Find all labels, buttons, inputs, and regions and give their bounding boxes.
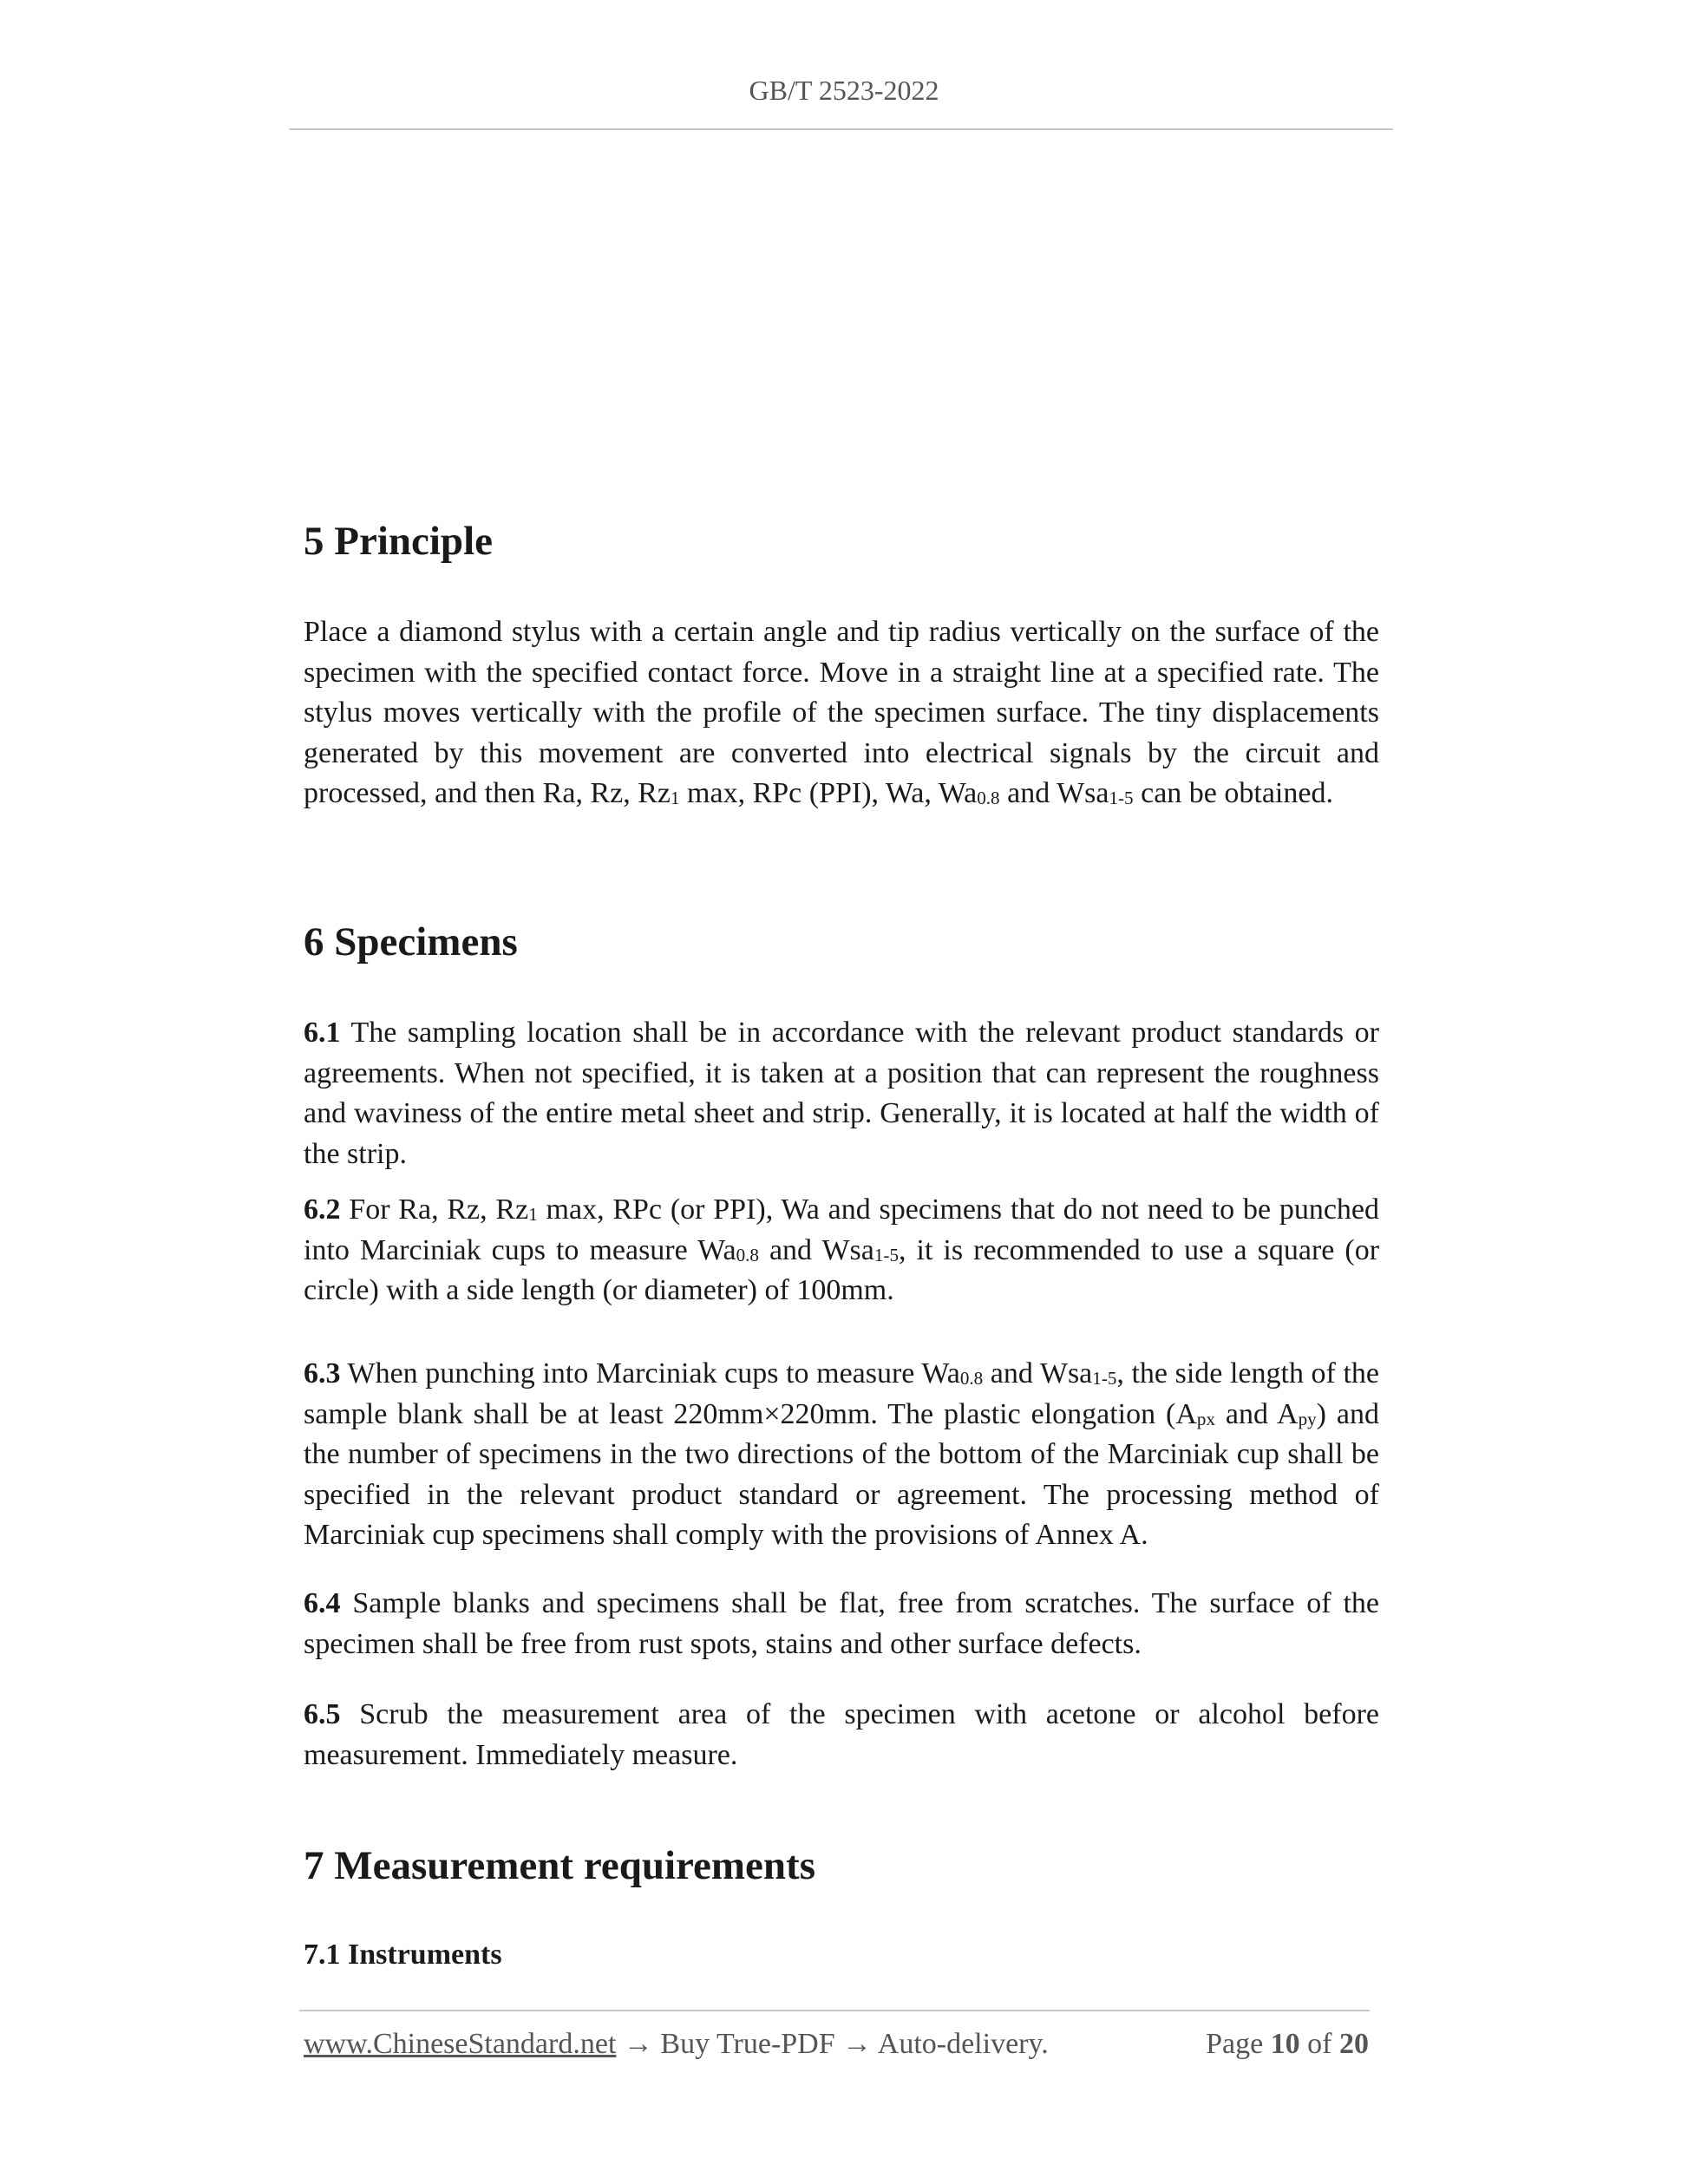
website-link[interactable]: www.ChineseStandard.net bbox=[304, 2028, 617, 2060]
clause-6-1: 6.1 The sampling location shall be in accordance with the relevant product standards or agreements. When not specified, it is taken at a position that can represent the roughness and waviness of the entire metal sheet and strip. Generally, it is located at half the width of the strip. bbox=[304, 1017, 1379, 1170]
clause-6-4: 6.4 Sample blanks and specimens shall be flat, free from scratches. The surface of the specimen shall be free from rust spots, stains and other surface defects. bbox=[304, 1587, 1379, 1660]
footer-tagline: → Buy True-PDF → Auto-delivery. bbox=[616, 2028, 1049, 2060]
clause-6-2: 6.2 For Ra, Rz, $Rz_1$ max, RPc (or PPI), Wa and specimens that do not need to be punched into Marciniak cups to measure $Wa_{0.8}$ and Wsa$_{1-5}$, it is recommended to use a square (or circle) with a side length (or diameter) of 100mm. bbox=[304, 1193, 1380, 1306]
section-6-heading: 6 Specimens bbox=[304, 919, 518, 964]
footer-divider bbox=[299, 2010, 1370, 2011]
section-7-heading: 7 Measurement requirements bbox=[304, 1843, 816, 1888]
running-header: GB/T 2523-2022 bbox=[749, 75, 939, 106]
page-indicator: Page 10 of 20 bbox=[1206, 2028, 1369, 2060]
page-footer bbox=[304, 2028, 1369, 2061]
header-divider bbox=[289, 128, 1393, 130]
subsection-7-1-heading: 7.1 Instruments bbox=[304, 1939, 502, 1971]
clause-6-5: 6.5 Scrub the measurement area of the specimen with acetone or alcohol before measurement. Immediately measure. bbox=[304, 1698, 1379, 1771]
section-5-paragraph: Place a diamond stylus with a certain angle and tip radius vertically on the surface of the specimen with the specified contact force. Move in a straight line at a specified rate. The stylus moves vertically with the profile of the specimen surface. The tiny displacements generated by this movement are converted into electrical signals by the circuit and processed, and then Ra, Rz, $Rz_1$ max, RPc (PPI), Wa, $Wa_{0.8}$ and Wsa$_{1-5}$ can be obtained. bbox=[304, 616, 1379, 809]
current-page: 10 bbox=[1270, 2028, 1300, 2060]
section-5-heading: 5 Principle bbox=[304, 519, 493, 564]
clause-6-3: 6.3 When punching into Marciniak cups to measure $Wa_{0.8}$ and Wsa$_{1-5}$, the side length of the sample blank shall be at least 220mm×220mm. The plastic elongation ($A_{px}$ and $A_{py}$) and the number of specimens in the two directions of the bottom of the Marciniak cup shall be specified in the relevant product standard or agreement. The processing method of Marciniak cup specimens shall comply with the provisions of Annex A. bbox=[304, 1357, 1379, 1551]
total-pages: 20 bbox=[1339, 2028, 1369, 2060]
